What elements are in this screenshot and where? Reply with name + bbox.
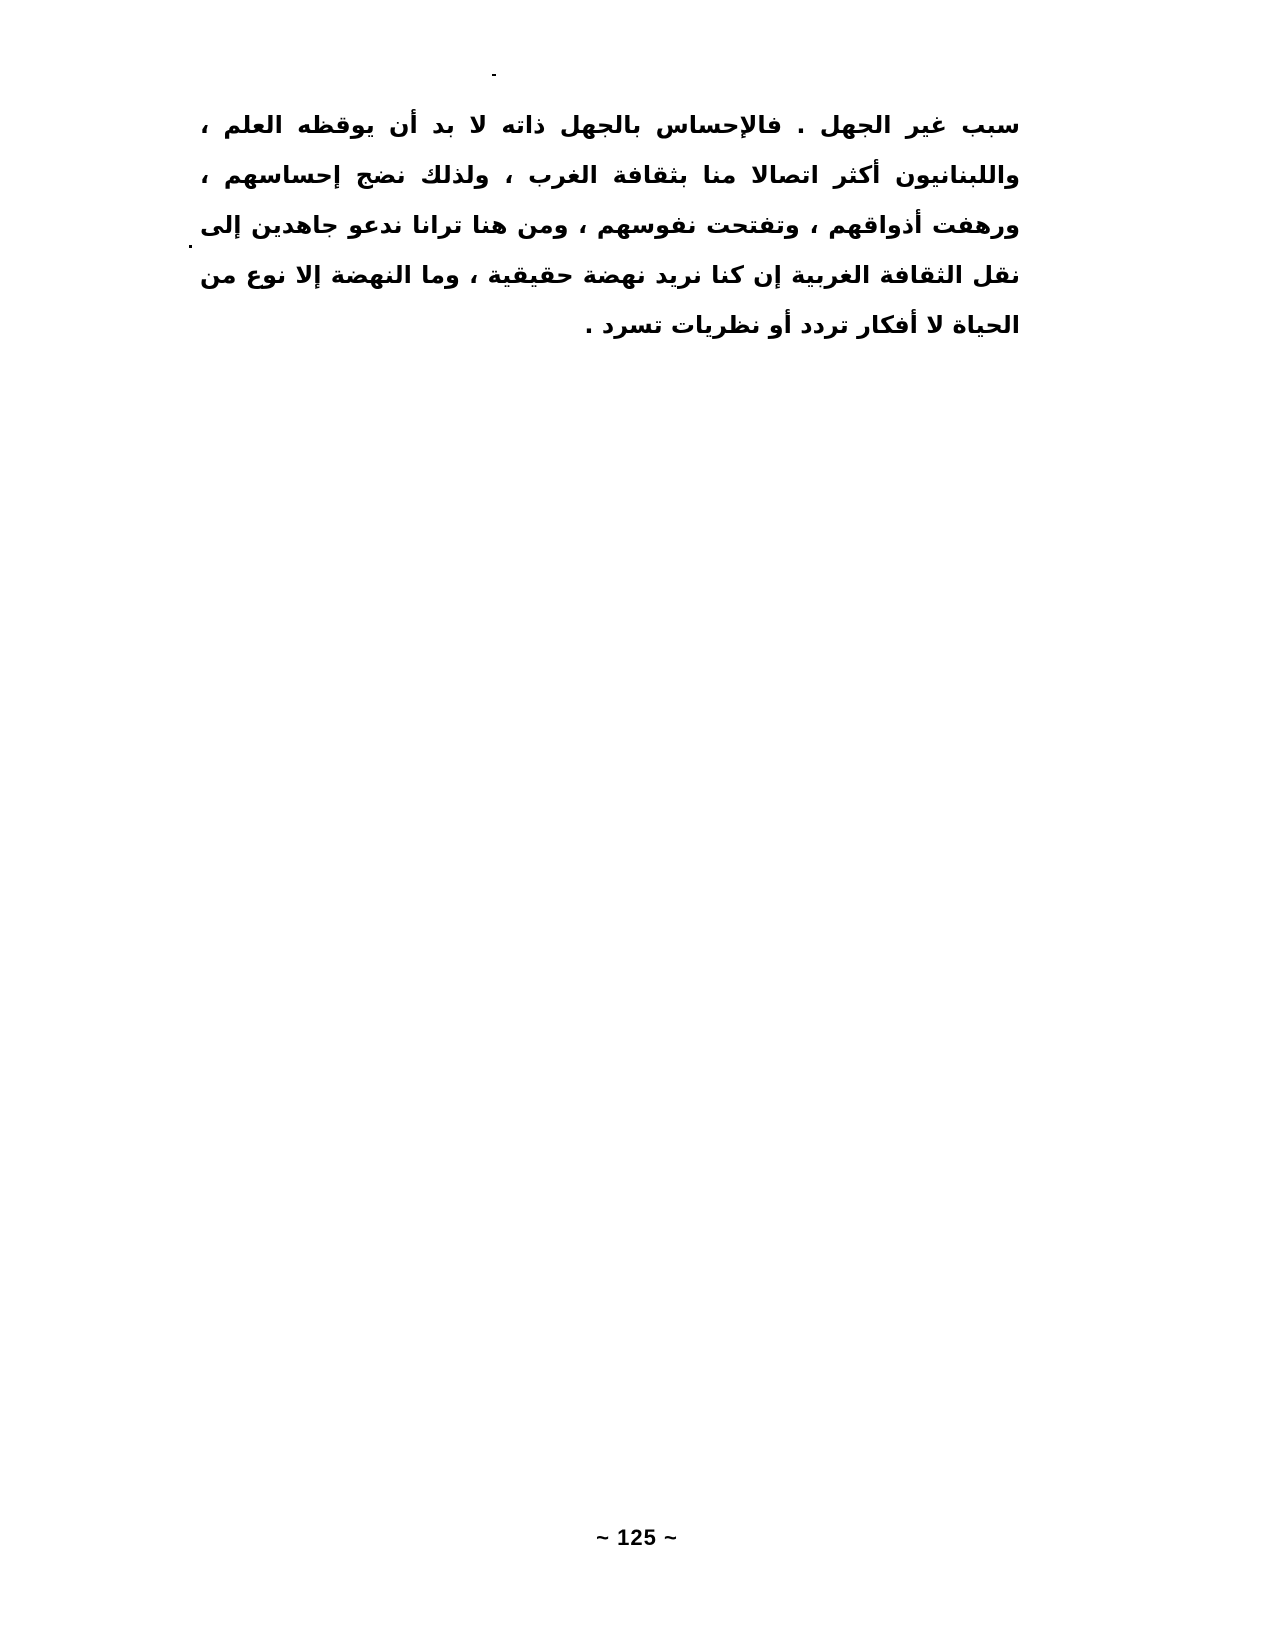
body-paragraph bbox=[200, 100, 1020, 350]
scan-dot bbox=[189, 245, 192, 248]
scan-mark bbox=[492, 74, 496, 76]
text-line: ورهفت أذواقهم ، وتفتحت نفوسهم ، ومن هنا ترانا ندعو جاهدين إلى bbox=[200, 211, 1020, 239]
text-line: سبب غير الجهل . فالإحساس بالجهل ذاته لا بد أن يوقظه العلم ، bbox=[200, 111, 1020, 139]
text-line: الحياة لا أفكار تردد أو نظريات تسرد . bbox=[584, 311, 1020, 339]
page-number: ~ 125 ~ bbox=[596, 1525, 678, 1550]
text-line: واللبنانيون أكثر اتصالا منا بثقافة الغرب ، ولذلك نضج إحساسهم ، bbox=[200, 161, 1020, 189]
text-line: نقل الثقافة الغربية إن كنا نريد نهضة حقيقية ، وما النهضة إلا نوع من bbox=[200, 261, 1020, 289]
